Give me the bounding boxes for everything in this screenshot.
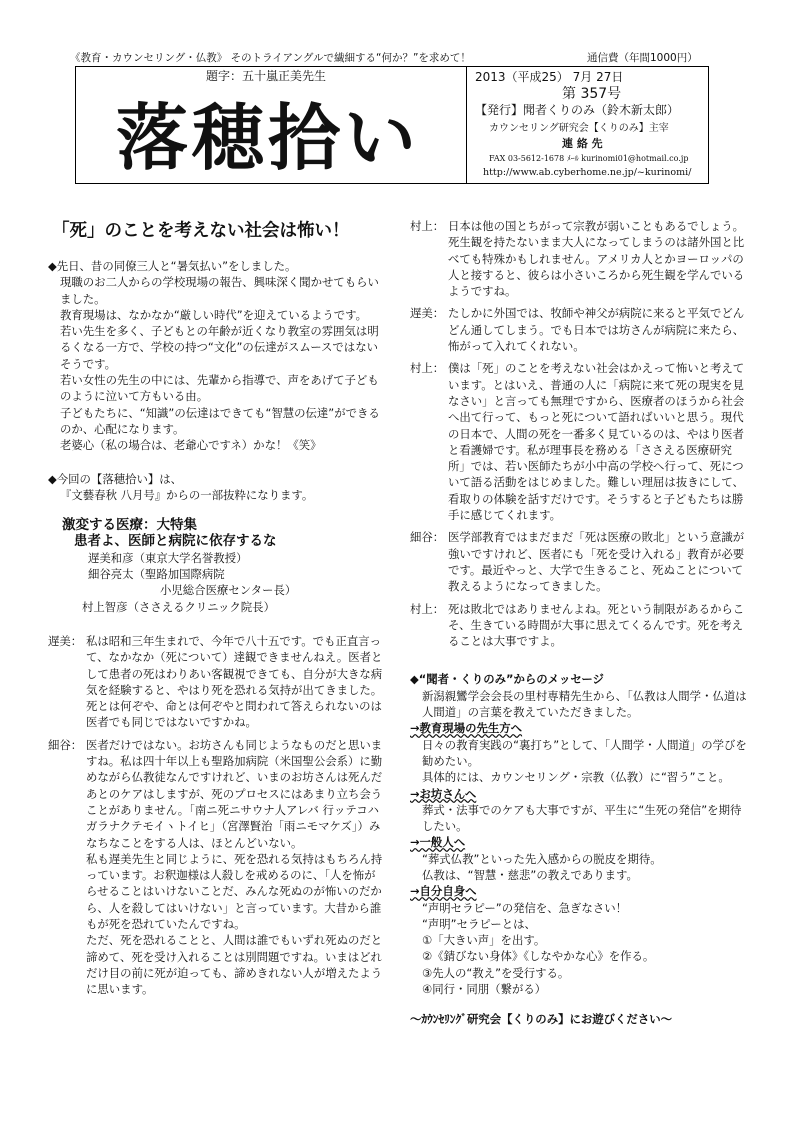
intro-line: 現職のお二人からの学校現場の報告、興味深く聞かせてもらいました。 <box>60 275 379 306</box>
utterance: 医学部教育ではまだまだ「死は医療の敗北」という意識が強いですけれど、医者にも「死を受け入れる」教育が必要です。最近やっと、大学で生きること、死ぬことについて教えるようになってきました。 <box>448 530 745 594</box>
message-line: 具体的には、カウンセリング・宗教（仏教）に“習う”こと。 <box>422 770 730 785</box>
calligraphy-credit: 題字：五十嵐正美先生 <box>206 69 327 83</box>
message-line: ②《錆びない身体》《しなやかな心》を作る。 <box>422 949 655 964</box>
speaker: 村上： <box>410 361 445 376</box>
message-line: “葬式仏教”といった先入感からの脱皮を期待。 <box>422 851 662 866</box>
utterance: 医者だけではない。お坊さんも同じようなものだと思いますね。私は四十年以上も聖路加病院（米国聖公会系）に勤めながら仏教徒なんですけれど、いまのお坊さんは死んだあとのケアはしますが、死のプロセスにはあまり立ち会うことがありません。「南ニ死ニサウナ人アレバ 行ッテコハガラナクテモイヽトイヒ」（宮澤賢治「雨ニモマケズ」）みなちなことをする人は、ほとんどいない。 <box>86 737 383 850</box>
message-line: 葬式・法事でのケアも大事ですが、平生に“生死の発信”を期待したい。 <box>422 802 742 834</box>
masthead <box>75 66 709 184</box>
dialogue-turn <box>48 633 384 731</box>
participant: 小児総合医療センター長） <box>160 583 297 598</box>
masthead-logo-area <box>76 67 466 183</box>
dialogue-turn <box>410 601 748 650</box>
dialogue-turn <box>48 932 384 997</box>
speaker <box>48 932 86 997</box>
message-line: ④同行・同朋（繋がる） <box>422 982 547 997</box>
utterance: ただ、死を恐れることと、人間は誰でもいずれ死ぬのだと諦めて、死を受け入れることは別問題ですね。いまはどれだけ目の前に死が迫っても、諦めきれない人が増えたように思います。 <box>86 933 383 997</box>
dialogue <box>48 633 384 998</box>
message-subheading: →自分自身へ <box>410 884 477 899</box>
feature-subtitle: 患者よ、医師と病院に依存するな <box>74 533 277 550</box>
message-line: 仏教は、“智慧・慈悲”の教えであります。 <box>422 867 638 882</box>
issue-number: 第 357号 <box>562 86 622 102</box>
dialogue-turn <box>410 218 748 299</box>
dialogue-turn <box>410 305 748 354</box>
message-heading: ◆“聞者・くりのみ”からのメッセージ <box>410 672 604 687</box>
intro-line: 若い女性の先生の中には、先輩から指導で、声をあげて子どものように泣いて方もいる由。 <box>60 373 379 404</box>
speaker <box>48 851 86 932</box>
speaker: 遅美： <box>410 306 445 321</box>
fax-email: FAX 03-5612-1678 ﾒｰﾙ kurinomi01@hotmail.co.jp <box>489 154 689 163</box>
utterance: 僕は「死」のことを考えない社会はかえって怖いと考えています。とはいえ、普通の人に「病院に来て死の現実を見なさい」と言っても無理ですから、医療者のほうから社会へ出て行って、もっと死について語ればいいと思う。現代の日本で、人間の死を一番多く見ているのは、やはり医者と看護婦です。私が理事長を務める「ささえる医療研究所」では、若い医師たちが小中高の学校へ行って、死について語る活動をはじめました。難しい理屈は抜きにして、看取りの体験を話すだけです。そうすると子どもたちは勝手に感じてくれます。 <box>448 361 745 523</box>
source-line: 『文藝春秋 八月号』からの一部抜粋になります。 <box>60 487 314 502</box>
speaker: 細谷： <box>48 737 83 752</box>
message-subheading: →お坊さんへ <box>410 786 477 801</box>
masthead-info <box>466 67 709 183</box>
right-column <box>410 218 748 1028</box>
speaker: 村上： <box>410 601 445 616</box>
message-subheading: →一般人へ <box>410 835 466 850</box>
source-line: ◆今回の【落穂拾い】は、 <box>48 471 183 486</box>
intro-line: 老婆心（私の場合は、老爺心ですネ）かな！《笑》 <box>60 438 322 453</box>
speaker: 遅美： <box>48 633 83 648</box>
tagline: 《教育・カウンセリング・仏教》 そのトライアングルで繊細する“何か？”を求めて！ <box>70 52 471 64</box>
intro-line: 子どもたちに、“知識”の伝達はできても“智慧の伝達”ができるのか、心配になります。 <box>60 405 380 436</box>
message-subheading: →教育現場の先生方へ <box>410 721 523 736</box>
utterance: 私は昭和三年生まれで、今年で八十五です。でも正直言って、なかなか（死について）達観できませんねえ。医者として患者の死はわりあい客観視できても、自分が大きな病気を経験すると、やはり死を恐れる気持が出てきました。死とは何ぞや、命とは何ぞやと問われて答えられないのは医者でも同じではないですかね。 <box>86 633 383 730</box>
dialogue-turn <box>48 737 384 851</box>
utterance: 日本は他の国とちがって宗教が弱いこともあるでしょう。死生観を持たないまま大人になってしまうのは諸外国と比べても特殊かもしれません。アメリカ人とかヨーロッパの人と接すると、彼らは小さいころから死生観を学んでいるようですね。 <box>448 219 745 299</box>
participant: 細谷亮太（聖路加国際病院 <box>88 567 225 582</box>
message-line: “声明”セラピーとは、 <box>422 916 536 931</box>
article-title: 「死」のことを考えない社会は怖い！ <box>52 221 350 241</box>
message-line: ①「大きい声」を出す。 <box>422 933 546 948</box>
utterance: 死は敗北ではありませんよね。死という制限があるからこそ、生きている時間が大事に思えてくるんです。死を考えることは大事ですよ。 <box>448 601 745 649</box>
intro-line: 教育現場は、なかなか“厳しい時代”を迎えているようです。 <box>60 307 368 322</box>
dialogue-turn <box>410 360 748 523</box>
issue-date: 2013（平成25） 7月 27日 <box>475 70 624 84</box>
utterance: 私も遅美先生と同じように、死を恐れる気持はもちろん持っています。お釈迦様は人殺しを戒めるのに、「人を怖がらせることはいけないことだ、みんな死ぬのが怖いのだから、人を殺してはいけない」と言っています。大昔から誰もが死を恐れていたんですね。 <box>86 851 383 931</box>
website-url[interactable]: http://www.ab.cyberhome.ne.jp/~kurinomi/ <box>483 167 692 178</box>
left-column <box>48 258 384 997</box>
message-section <box>410 671 748 1027</box>
footer-invitation: 〜ｶｳﾝｾﾘﾝｸﾞ研究会【くりのみ】にお遊びください〜 <box>410 1012 672 1027</box>
intro-line: ◆先日、昔の同僚三人と“暑気払い”をしました。 <box>48 259 297 273</box>
newsletter-logo: 落穂拾い <box>116 95 421 180</box>
message-line: 日々の教育実践の“裏打ち”として、「人間学・人間道」の学びを勧めたい。 <box>422 737 747 768</box>
feature-title: 激変する医療：大特集 <box>62 517 197 534</box>
intro-line: 若い先生を多く、子どもとの年齢が近くなり教室の雰囲気は明るくなる一方で、学校の持つ“文化”の伝達がスムースではないそうです。 <box>60 324 379 371</box>
participant: 村上智彦（ささえるクリニック院長） <box>82 599 275 614</box>
message-intro: 新潟親鸞学会会長の里村専精先生から、「仏教は人間学・仏道は人間道」の言葉を教えていただきました。 <box>422 688 747 720</box>
publisher: 【発行】聞者くりのみ（鈴木新太郎） <box>475 103 680 117</box>
organization: カウンセリング研究会【くりのみ】主宰 <box>489 123 669 134</box>
speaker: 細谷： <box>410 530 445 545</box>
subscription-fee: 通信費（年間1000円） <box>587 52 698 64</box>
message-line: “声明セラピー”の発信を、急ぎなさい！ <box>422 900 627 915</box>
participant: 遅美和彦（東京大学名誉教授） <box>88 550 248 565</box>
contact-label: 連 絡 先 <box>562 137 603 150</box>
dialogue-turn <box>410 529 748 594</box>
dialogue-turn <box>48 851 384 932</box>
message-line: ③先人の“教え”を受行する。 <box>422 965 570 980</box>
utterance: たしかに外国では、牧師や神父が病院に来ると平気でどんどん通してしまう。でも日本では坊さんが病院に来たら、怖がって入れてくれない。 <box>448 306 745 354</box>
speaker: 村上： <box>410 219 445 233</box>
